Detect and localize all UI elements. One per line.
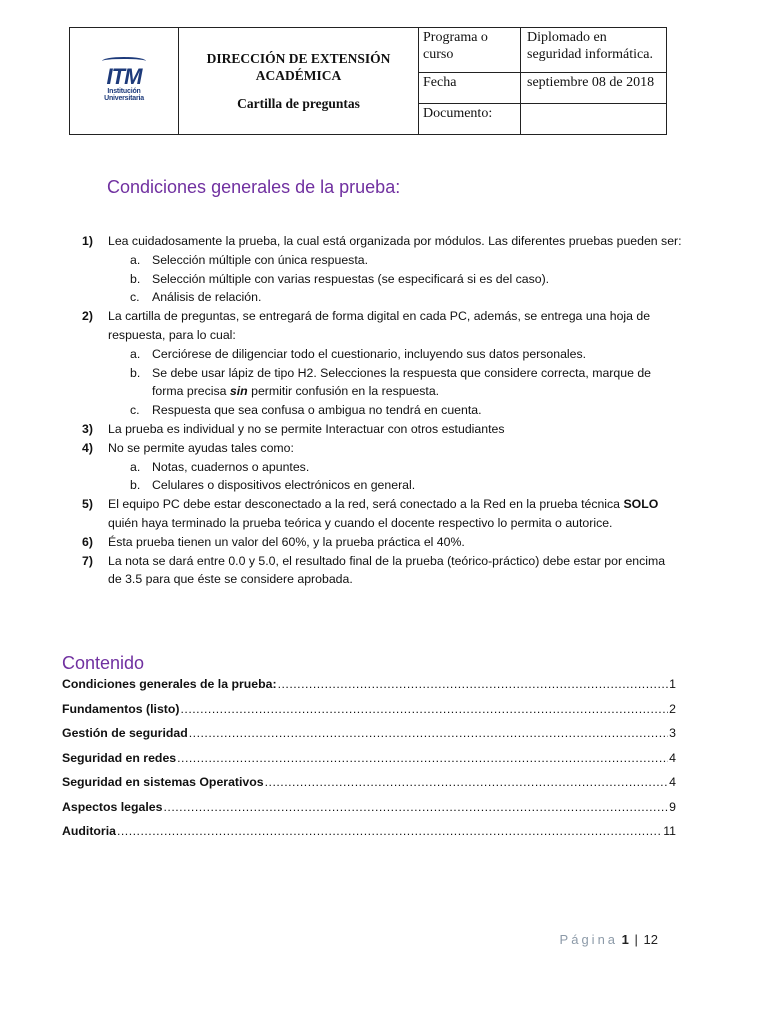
document-label: Documento: xyxy=(419,104,521,135)
item-number: 3) xyxy=(82,421,93,436)
page-total: 12 xyxy=(643,932,658,947)
condition-item xyxy=(62,533,682,552)
department-title: DIRECCIÓN DE EXTENSIÓN ACADÉMICA xyxy=(206,51,391,83)
program-value: Diplomado en seguridad informática. xyxy=(521,28,667,73)
sub-letter: b. xyxy=(130,271,141,286)
item-text: Ésta prueba tienen un valor del 60%, y la prueba práctica el 40%. xyxy=(108,534,465,549)
toc-leader xyxy=(189,726,668,740)
sub-text: Notas, cuadernos o apuntes. xyxy=(152,459,310,474)
condition-item xyxy=(62,420,682,439)
logo-subtitle: Institución Universitaria xyxy=(104,88,144,102)
sub-item xyxy=(62,251,682,270)
program-label: Programa o curso xyxy=(419,28,521,73)
item-text: El equipo PC debe estar desconectado a la red, será conectado a la Red en la prueba técnica xyxy=(108,497,624,512)
item-text: No se permite ayudas tales como: xyxy=(108,440,294,455)
toc-leader xyxy=(177,751,668,765)
sub-text: Celulares o dispositivos electrónicos en general. xyxy=(152,478,416,493)
table-of-contents xyxy=(62,677,676,849)
sub-text: Respuesta que sea confusa o ambigua no tendrá en cuenta. xyxy=(152,403,482,418)
conditions-heading: Condiciones generales de la prueba: xyxy=(107,177,401,197)
toc-entry[interactable] xyxy=(62,677,676,702)
condition-item xyxy=(62,232,682,251)
sub-letter: b. xyxy=(130,365,141,380)
sub-letter: b. xyxy=(130,478,141,493)
item-text: La prueba es individual y no se permite Interactuar con otros estudiantes xyxy=(108,421,505,436)
sub-letter: c. xyxy=(130,290,140,305)
page-separator: | xyxy=(634,932,638,947)
item-text: La cartilla de preguntas, se entregará de forma digital en cada PC, además, se entrega una hoja de respuesta, para lo cual: xyxy=(108,309,651,342)
sub-item xyxy=(62,476,682,495)
sub-text: Análisis de relación. xyxy=(152,290,262,305)
logo-text: ITM xyxy=(106,64,142,89)
item-text: Lea cuidadosamente la prueba, la cual está organizada por módulos. Las diferentes pruebas pueden ser: xyxy=(108,234,682,248)
toc-entry[interactable] xyxy=(62,824,676,849)
item-number: 7) xyxy=(82,553,93,568)
sub-emphasis: sin xyxy=(229,384,248,399)
sub-letter: c. xyxy=(130,403,140,418)
item-keyword: SOLO xyxy=(623,497,659,512)
document-value xyxy=(521,104,667,135)
sub-text: Cerciórese de diligenciar todo el cuestionario, incluyendo sus datos personales. xyxy=(152,346,587,361)
sub-letter: a. xyxy=(130,346,141,361)
toc-label[interactable]: Seguridad en sistemas Operativos xyxy=(62,775,264,789)
item-number: 5) xyxy=(82,497,93,512)
toc-page[interactable]: 9 xyxy=(669,799,676,814)
toc-entry[interactable] xyxy=(62,775,676,800)
sub-text: Selección múltiple con varias respuestas (se especificará si es del caso). xyxy=(152,271,550,286)
sub-text: permitir confusión en la respuesta. xyxy=(247,384,440,399)
sub-text: Se debe usar lápiz de tipo H2. Selecciones la respuesta que considere correcta, marque de forma precisa xyxy=(152,365,652,399)
toc-leader xyxy=(117,824,662,838)
sub-item xyxy=(62,364,682,402)
toc-page[interactable]: 2 xyxy=(669,701,676,716)
item-text: quién haya terminado la prueba teórica y cuando el docente respectivo lo permita o autorice. xyxy=(108,515,613,530)
toc-page[interactable]: 4 xyxy=(669,750,676,765)
sub-item xyxy=(62,345,682,364)
toc-leader xyxy=(265,775,669,789)
toc-page[interactable]: 1 xyxy=(669,677,676,691)
toc-page[interactable]: 11 xyxy=(663,824,676,838)
toc-label[interactable]: Seguridad en redes xyxy=(62,750,177,765)
item-number: 4) xyxy=(82,440,93,455)
toc-page[interactable]: 4 xyxy=(669,775,676,789)
document-type: Cartilla de preguntas xyxy=(237,96,360,111)
toc-entry[interactable] xyxy=(62,751,676,776)
toc-entry[interactable] xyxy=(62,702,676,727)
item-number: 6) xyxy=(82,534,93,549)
toc-label[interactable]: Aspectos legales xyxy=(62,799,163,814)
itm-logo xyxy=(88,57,160,102)
toc-page[interactable]: 3 xyxy=(669,726,676,740)
date-label: Fecha xyxy=(419,73,521,104)
condition-item xyxy=(62,439,682,458)
toc-label[interactable]: Fundamentos (listo) xyxy=(62,701,180,716)
page-current: 1 xyxy=(621,932,629,947)
sub-letter: a. xyxy=(130,459,141,474)
toc-leader xyxy=(181,702,669,716)
item-number: 2) xyxy=(82,309,93,324)
toc-label[interactable]: Auditoria xyxy=(62,824,116,838)
condition-item xyxy=(62,552,682,590)
logo-cell xyxy=(70,28,179,135)
page-word: Página xyxy=(559,932,619,947)
toc-heading: Contenido xyxy=(62,653,145,673)
toc-leader xyxy=(163,800,668,814)
page-footer xyxy=(560,932,658,947)
toc-entry[interactable] xyxy=(62,800,676,825)
item-text: La nota se dará entre 0.0 y 5.0, el resultado final de la prueba (teórico-práctico) debe estar por encima de 3.5 para que éste se considere aprobada. xyxy=(108,553,666,587)
condition-item xyxy=(62,307,682,345)
condition-item xyxy=(62,495,682,533)
toc-label[interactable]: Condiciones generales de la prueba: xyxy=(62,677,277,691)
item-number: 1) xyxy=(82,234,93,248)
sub-item xyxy=(62,270,682,289)
sub-item xyxy=(62,288,682,307)
toc-label[interactable]: Gestión de seguridad xyxy=(62,726,188,740)
sub-item xyxy=(62,401,682,420)
toc-leader xyxy=(278,677,669,691)
title-cell xyxy=(179,28,419,135)
sub-text: Selección múltiple con única respuesta. xyxy=(152,252,369,267)
sub-letter: a. xyxy=(130,252,141,267)
header-table xyxy=(69,27,667,135)
toc-entry[interactable] xyxy=(62,726,676,751)
conditions-list xyxy=(62,232,682,589)
date-value: septiembre 08 de 2018 xyxy=(521,73,667,104)
sub-item xyxy=(62,458,682,477)
